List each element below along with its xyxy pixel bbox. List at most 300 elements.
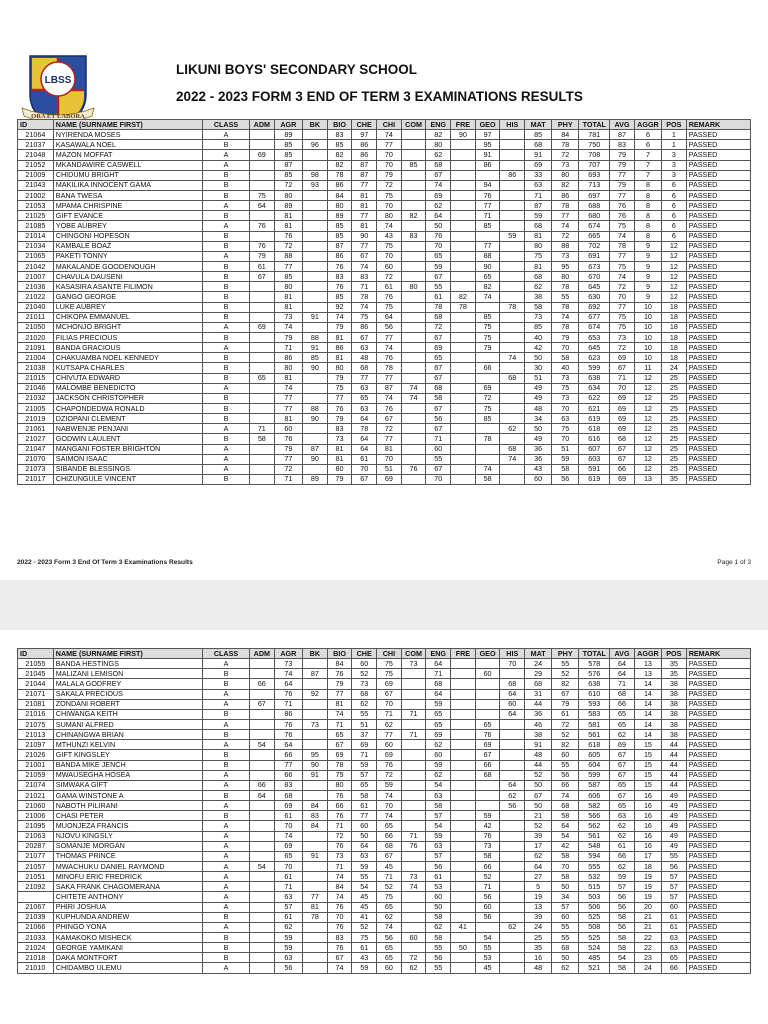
table-cell-pos: 3 bbox=[662, 170, 687, 180]
table-row bbox=[18, 740, 751, 750]
table-cell-bio: 76 bbox=[327, 841, 352, 851]
table-cell-remark: PASSED bbox=[686, 444, 750, 454]
table-cell-com bbox=[401, 363, 426, 373]
table-cell-phy: 86 bbox=[552, 190, 579, 200]
table-cell-remark: PASSED bbox=[686, 464, 750, 474]
table-cell-total: 665 bbox=[579, 231, 610, 241]
table-cell-id: 21055 bbox=[18, 659, 54, 669]
table-row bbox=[18, 770, 751, 780]
table-cell-eng: 70 bbox=[426, 241, 451, 251]
table-cell-geo: 66 bbox=[475, 861, 500, 871]
table-cell-name-surname-first: SIMWAKA GIFT bbox=[53, 780, 202, 790]
table-cell-total: 674 bbox=[579, 221, 610, 231]
table-cell-adm bbox=[249, 383, 274, 393]
table-cell-class: B bbox=[203, 943, 250, 953]
table-cell-total: 673 bbox=[579, 261, 610, 271]
table-cell-total: 603 bbox=[579, 454, 610, 464]
table-cell-avg: 63 bbox=[610, 811, 635, 821]
table-cell-remark: PASSED bbox=[686, 953, 750, 963]
logo-letters: LBSS bbox=[44, 75, 72, 86]
table-cell-pos: 65 bbox=[662, 953, 687, 963]
table-cell-avg: 56 bbox=[610, 902, 635, 912]
table-cell-bk: 84 bbox=[303, 821, 328, 831]
table-cell-mat: 67 bbox=[525, 790, 552, 800]
table-cell-class: A bbox=[203, 464, 250, 474]
table-cell-eng: 62 bbox=[426, 770, 451, 780]
table-cell-che: 54 bbox=[352, 882, 377, 892]
table-cell-bk bbox=[303, 464, 328, 474]
table-cell-bk bbox=[303, 730, 328, 740]
table-cell-aggr: 15 bbox=[634, 760, 661, 770]
table-cell-com bbox=[401, 201, 426, 211]
table-cell-fre bbox=[451, 353, 476, 363]
table-cell-his: 59 bbox=[500, 231, 525, 241]
table-cell-name-surname-first: CHINANGWA BRIAN bbox=[53, 730, 202, 740]
table-cell-pos: 1 bbox=[662, 140, 687, 150]
table-cell-mat: 21 bbox=[525, 811, 552, 821]
table-cell-chi: 70 bbox=[377, 454, 402, 464]
table-cell-bio: 76 bbox=[327, 943, 352, 953]
table-cell-eng: 58 bbox=[426, 393, 451, 403]
table-cell-geo: 94 bbox=[475, 180, 500, 190]
table-cell-phy: 72 bbox=[552, 719, 579, 729]
table-cell-total: 581 bbox=[579, 719, 610, 729]
table-cell-chi: 70 bbox=[377, 201, 402, 211]
table-cell-fre bbox=[451, 434, 476, 444]
table-cell-phy: 55 bbox=[552, 932, 579, 942]
table-cell-geo: 75 bbox=[475, 322, 500, 332]
table-cell-bk: 96 bbox=[303, 140, 328, 150]
table-cell-id: 21017 bbox=[18, 474, 54, 484]
table-cell-aggr: 12 bbox=[634, 393, 661, 403]
table-cell-bk bbox=[303, 190, 328, 200]
table-cell-adm bbox=[249, 902, 274, 912]
table-cell-aggr: 22 bbox=[634, 932, 661, 942]
table-cell-id: 21011 bbox=[18, 312, 54, 322]
table-cell-his bbox=[500, 322, 525, 332]
table-cell-id: 21081 bbox=[18, 699, 54, 709]
table-cell-id: 21070 bbox=[18, 454, 54, 464]
table-cell-pos: 25 bbox=[662, 393, 687, 403]
table-cell-mat: 51 bbox=[525, 373, 552, 383]
table-cell-bio: 85 bbox=[327, 292, 352, 302]
table-cell-bio: 82 bbox=[327, 160, 352, 170]
table-cell-fre bbox=[451, 221, 476, 231]
table-cell-name-surname-first: KUTSAPA CHARLES bbox=[53, 363, 202, 373]
table-cell-chi: 71 bbox=[377, 872, 402, 882]
table-cell-id: 21092 bbox=[18, 882, 54, 892]
table-cell-pos: 12 bbox=[662, 292, 687, 302]
table-cell-mat: 87 bbox=[525, 201, 552, 211]
table-cell-fre bbox=[451, 669, 476, 679]
table-row bbox=[18, 801, 751, 811]
table-cell-adm bbox=[249, 474, 274, 484]
table-cell-avg: 65 bbox=[610, 780, 635, 790]
table-cell-total: 653 bbox=[579, 332, 610, 342]
table-cell-pos: 25 bbox=[662, 403, 687, 413]
table-cell-chi: 70 bbox=[377, 160, 402, 170]
table-cell-mat: 19 bbox=[525, 892, 552, 902]
table-cell-agr: 62 bbox=[274, 922, 302, 932]
table-cell-mat: 50 bbox=[525, 353, 552, 363]
table-cell-remark: PASSED bbox=[686, 414, 750, 424]
table-cell-bk bbox=[303, 231, 328, 241]
table-row bbox=[18, 241, 751, 251]
table-cell-pos: 24 bbox=[662, 363, 687, 373]
table-row bbox=[18, 760, 751, 770]
table-cell-chi: 76 bbox=[377, 292, 402, 302]
table-cell-total: 619 bbox=[579, 414, 610, 424]
table-cell-mat: 24 bbox=[525, 659, 552, 669]
table-row bbox=[18, 221, 751, 231]
table-cell-chi: 74 bbox=[377, 221, 402, 231]
table-cell-bk bbox=[303, 261, 328, 271]
table-cell-total: 548 bbox=[579, 841, 610, 851]
table-cell-geo: 86 bbox=[475, 160, 500, 170]
table-cell-chi: 75 bbox=[377, 659, 402, 669]
table-cell-eng: 63 bbox=[426, 841, 451, 851]
table-cell-com bbox=[401, 150, 426, 160]
table-cell-his bbox=[500, 221, 525, 231]
table-cell-pos: 25 bbox=[662, 454, 687, 464]
column-header: MAT bbox=[525, 120, 552, 130]
table-cell-class: B bbox=[203, 393, 250, 403]
table-cell-name-surname-first: BANDA MIKE JENCH bbox=[53, 760, 202, 770]
table-cell-adm: 75 bbox=[249, 190, 274, 200]
table-cell-class: B bbox=[203, 261, 250, 271]
table-cell-pos: 38 bbox=[662, 709, 687, 719]
table-row bbox=[18, 780, 751, 790]
table-cell-eng: 55 bbox=[426, 943, 451, 953]
table-cell-adm: 66 bbox=[249, 679, 274, 689]
table-cell-bio: 83 bbox=[327, 130, 352, 140]
table-cell-che: 62 bbox=[352, 699, 377, 709]
table-cell-id: 21016 bbox=[18, 709, 54, 719]
table-cell-avg: 67 bbox=[610, 790, 635, 800]
table-cell-che: 43 bbox=[352, 953, 377, 963]
table-cell-class: B bbox=[203, 790, 250, 800]
table-cell-mat: 49 bbox=[525, 434, 552, 444]
table-cell-aggr: 9 bbox=[634, 292, 661, 302]
table-cell-aggr: 7 bbox=[634, 150, 661, 160]
table-cell-geo: 85 bbox=[475, 312, 500, 322]
table-cell-class: A bbox=[203, 770, 250, 780]
table-cell-adm bbox=[249, 709, 274, 719]
column-header: AGGR bbox=[634, 649, 661, 659]
table-cell-eng: 59 bbox=[426, 760, 451, 770]
table-cell-pos: 18 bbox=[662, 312, 687, 322]
table-cell-com bbox=[401, 302, 426, 312]
table-cell-aggr: 19 bbox=[634, 892, 661, 902]
table-cell-eng: 55 bbox=[426, 454, 451, 464]
table-cell-com: 76 bbox=[401, 841, 426, 851]
table-cell-che: 48 bbox=[352, 353, 377, 363]
table-cell-pos: 25 bbox=[662, 424, 687, 434]
table-cell-agr: 74 bbox=[274, 383, 302, 393]
table-cell-mat: 38 bbox=[525, 292, 552, 302]
table-cell-aggr: 12 bbox=[634, 444, 661, 454]
table-cell-avg: 70 bbox=[610, 292, 635, 302]
table-cell-chi: 60 bbox=[377, 740, 402, 750]
column-header: ADM bbox=[249, 649, 274, 659]
table-cell-name-surname-first: MALOMBE BENEDICTO bbox=[53, 383, 202, 393]
table-cell-id: 21039 bbox=[18, 912, 54, 922]
table-cell-che: 77 bbox=[352, 373, 377, 383]
table-cell-bk bbox=[303, 922, 328, 932]
table-cell-fre: 90 bbox=[451, 130, 476, 140]
table-cell-his bbox=[500, 261, 525, 271]
table-cell-chi: 71 bbox=[377, 709, 402, 719]
table-cell-name-surname-first: CHINGONI HOPESON bbox=[53, 231, 202, 241]
table-cell-avg: 65 bbox=[610, 801, 635, 811]
table-cell-mat: 27 bbox=[525, 872, 552, 882]
table-cell-phy: 59 bbox=[552, 454, 579, 464]
table-cell-mat: 50 bbox=[525, 801, 552, 811]
table-cell-eng: 67 bbox=[426, 170, 451, 180]
table-cell-total: 623 bbox=[579, 353, 610, 363]
table-cell-phy: 64 bbox=[552, 821, 579, 831]
table-cell-pos: 49 bbox=[662, 831, 687, 841]
table-cell-remark: PASSED bbox=[686, 882, 750, 892]
table-cell-bio: 83 bbox=[327, 424, 352, 434]
table-cell-fre bbox=[451, 383, 476, 393]
table-cell-adm: 64 bbox=[249, 201, 274, 211]
table-cell-bio: 77 bbox=[327, 689, 352, 699]
table-cell-agr: 81 bbox=[274, 221, 302, 231]
table-cell-che: 51 bbox=[352, 719, 377, 729]
table-cell-bio: 79 bbox=[327, 322, 352, 332]
table-cell-agr: 76 bbox=[274, 689, 302, 699]
table-cell-geo: 97 bbox=[475, 130, 500, 140]
table-cell-total: 605 bbox=[579, 750, 610, 760]
table-cell-agr: 77 bbox=[274, 454, 302, 464]
table-row bbox=[18, 730, 751, 740]
table-cell-pos: 57 bbox=[662, 882, 687, 892]
table-cell-total: 621 bbox=[579, 403, 610, 413]
table-cell-fre bbox=[451, 140, 476, 150]
column-header: ADM bbox=[249, 120, 274, 130]
table-cell-bio: 84 bbox=[327, 190, 352, 200]
table-cell-com bbox=[401, 190, 426, 200]
table-cell-com: 82 bbox=[401, 211, 426, 221]
table-cell-avg: 70 bbox=[610, 383, 635, 393]
table-cell-total: 693 bbox=[579, 170, 610, 180]
table-cell-name-surname-first: THOMAS PRINCE bbox=[53, 851, 202, 861]
table-cell-his: 62 bbox=[500, 424, 525, 434]
table-cell-fre bbox=[451, 709, 476, 719]
table-cell-id: 21064 bbox=[18, 130, 54, 140]
table-cell-agr: 72 bbox=[274, 241, 302, 251]
table-cell-agr: 66 bbox=[274, 750, 302, 760]
table-cell-che: 67 bbox=[352, 474, 377, 484]
table-cell-remark: PASSED bbox=[686, 932, 750, 942]
column-header: BK bbox=[303, 120, 328, 130]
table-cell-name-surname-first: PAKETI TONNY bbox=[53, 251, 202, 261]
table-cell-bio: 74 bbox=[327, 312, 352, 322]
table-cell-phy: 56 bbox=[552, 770, 579, 780]
table-cell-class: B bbox=[203, 434, 250, 444]
table-cell-com bbox=[401, 454, 426, 464]
table-cell-geo: 53 bbox=[475, 953, 500, 963]
table-cell-name-surname-first: CHASI PETER bbox=[53, 811, 202, 821]
table-cell-agr: 72 bbox=[274, 180, 302, 190]
table-cell-id: 21046 bbox=[18, 383, 54, 393]
table-cell-pos: 25 bbox=[662, 373, 687, 383]
table-cell-id: 21013 bbox=[18, 730, 54, 740]
table-cell-com bbox=[401, 912, 426, 922]
table-cell-id: 21037 bbox=[18, 140, 54, 150]
table-cell-che: 63 bbox=[352, 383, 377, 393]
table-cell-adm bbox=[249, 292, 274, 302]
table-cell-geo: 66 bbox=[475, 363, 500, 373]
table-row bbox=[18, 292, 751, 302]
table-cell-class: A bbox=[203, 902, 250, 912]
table-cell-class: A bbox=[203, 851, 250, 861]
table-cell-agr: 73 bbox=[274, 312, 302, 322]
table-cell-avg: 58 bbox=[610, 943, 635, 953]
table-cell-com: 76 bbox=[401, 464, 426, 474]
column-header: NAME (SURNAME FIRST) bbox=[53, 120, 202, 130]
table-cell-bio: 81 bbox=[327, 332, 352, 342]
table-cell-agr: 81 bbox=[274, 211, 302, 221]
table-cell-aggr: 12 bbox=[634, 373, 661, 383]
table-cell-com: 62 bbox=[401, 963, 426, 973]
table-cell-aggr: 10 bbox=[634, 332, 661, 342]
table-cell-geo: 68 bbox=[475, 770, 500, 780]
table-cell-mat: 30 bbox=[525, 363, 552, 373]
table-cell-pos: 49 bbox=[662, 821, 687, 831]
table-cell-bio: 85 bbox=[327, 140, 352, 150]
table-cell-mat: 49 bbox=[525, 393, 552, 403]
table-cell-eng: 56 bbox=[426, 861, 451, 871]
column-header: PHY bbox=[552, 120, 579, 130]
table-cell-com bbox=[401, 130, 426, 140]
table-cell-mat: 39 bbox=[525, 831, 552, 841]
table-cell-mat: 35 bbox=[525, 943, 552, 953]
table-cell-eng: 68 bbox=[426, 312, 451, 322]
table-cell-pos: 61 bbox=[662, 912, 687, 922]
table-cell-adm bbox=[249, 211, 274, 221]
table-cell-chi: 75 bbox=[377, 669, 402, 679]
table-cell-mat: 62 bbox=[525, 282, 552, 292]
table-cell-chi: 65 bbox=[377, 943, 402, 953]
table-cell-total: 578 bbox=[579, 659, 610, 669]
table-cell-name-surname-first: MPAMA CHRISPINE bbox=[53, 201, 202, 211]
table-cell-total: 750 bbox=[579, 140, 610, 150]
table-cell-agr: 80 bbox=[274, 363, 302, 373]
table-cell-phy: 75 bbox=[552, 383, 579, 393]
table-cell-his bbox=[500, 150, 525, 160]
table-cell-geo bbox=[475, 424, 500, 434]
table-cell-chi: 69 bbox=[377, 679, 402, 689]
table-cell-id: 21043 bbox=[18, 180, 54, 190]
table-cell-bk bbox=[303, 953, 328, 963]
table-cell-avg: 75 bbox=[610, 322, 635, 332]
table-cell-aggr: 14 bbox=[634, 709, 661, 719]
table-cell-avg: 54 bbox=[610, 953, 635, 963]
table-cell-class: B bbox=[203, 353, 250, 363]
table-row bbox=[18, 261, 751, 271]
table-cell-geo: 75 bbox=[475, 332, 500, 342]
table-cell-mat: 36 bbox=[525, 454, 552, 464]
table-cell-id: 21019 bbox=[18, 414, 54, 424]
table-row bbox=[18, 474, 751, 484]
table-cell-aggr: 19 bbox=[634, 872, 661, 882]
table-cell-agr: 88 bbox=[274, 251, 302, 261]
results-table-page-1 bbox=[17, 119, 751, 485]
table-cell-his bbox=[500, 434, 525, 444]
table-cell-agr: 61 bbox=[274, 811, 302, 821]
column-header: MAT bbox=[525, 649, 552, 659]
table-cell-fre bbox=[451, 170, 476, 180]
table-cell-chi: 75 bbox=[377, 892, 402, 902]
table-cell-total: 618 bbox=[579, 424, 610, 434]
table-cell-aggr: 15 bbox=[634, 750, 661, 760]
table-cell-mat: 58 bbox=[525, 302, 552, 312]
table-cell-avg: 83 bbox=[610, 140, 635, 150]
table-cell-eng: 64 bbox=[426, 689, 451, 699]
table-cell-adm: 67 bbox=[249, 272, 274, 282]
table-cell-total: 591 bbox=[579, 464, 610, 474]
table-cell-bio: 75 bbox=[327, 770, 352, 780]
table-cell-phy: 34 bbox=[552, 892, 579, 902]
table-cell-che: 57 bbox=[352, 770, 377, 780]
table-cell-his bbox=[500, 953, 525, 963]
table-row bbox=[18, 861, 751, 871]
table-cell-pos: 25 bbox=[662, 434, 687, 444]
table-cell-bk bbox=[303, 963, 328, 973]
table-cell-name-surname-first: PHINGO YONA bbox=[53, 922, 202, 932]
table-cell-class: B bbox=[203, 760, 250, 770]
table-cell-avg: 67 bbox=[610, 363, 635, 373]
table-cell-his bbox=[500, 882, 525, 892]
table-cell-geo: 71 bbox=[475, 882, 500, 892]
table-cell-com: 73 bbox=[401, 659, 426, 669]
table-header-row bbox=[18, 649, 751, 659]
table-cell-che: 77 bbox=[352, 811, 377, 821]
table-cell-remark: PASSED bbox=[686, 922, 750, 932]
table-cell-name-surname-first: KASASIRA ASANTE FILIMON bbox=[53, 282, 202, 292]
table-cell-his: 60 bbox=[500, 699, 525, 709]
logo-motto: ORA ET LABORA bbox=[31, 113, 85, 120]
table-row bbox=[18, 180, 751, 190]
table-cell-adm: 54 bbox=[249, 740, 274, 750]
table-cell-total: 561 bbox=[579, 831, 610, 841]
table-cell-fre bbox=[451, 872, 476, 882]
table-cell-agr: 57 bbox=[274, 902, 302, 912]
table-cell-bk bbox=[303, 160, 328, 170]
table-cell-pos: 18 bbox=[662, 353, 687, 363]
table-cell-his bbox=[500, 750, 525, 760]
table-cell-total: 645 bbox=[579, 282, 610, 292]
table-cell-phy: 58 bbox=[552, 851, 579, 861]
table-cell-mat: 48 bbox=[525, 750, 552, 760]
table-cell-phy: 68 bbox=[552, 943, 579, 953]
table-cell-agr: 77 bbox=[274, 760, 302, 770]
table-cell-total: 708 bbox=[579, 150, 610, 160]
table-cell-aggr: 12 bbox=[634, 414, 661, 424]
table-cell-mat: 16 bbox=[525, 953, 552, 963]
table-cell-geo: 56 bbox=[475, 892, 500, 902]
table-cell-remark: PASSED bbox=[686, 689, 750, 699]
table-cell-remark: PASSED bbox=[686, 770, 750, 780]
table-cell-avg: 58 bbox=[610, 963, 635, 973]
table-cell-mat: 91 bbox=[525, 740, 552, 750]
table-cell-his bbox=[500, 464, 525, 474]
table-cell-class: B bbox=[203, 332, 250, 342]
table-cell-his bbox=[500, 892, 525, 902]
table-cell-fre bbox=[451, 821, 476, 831]
